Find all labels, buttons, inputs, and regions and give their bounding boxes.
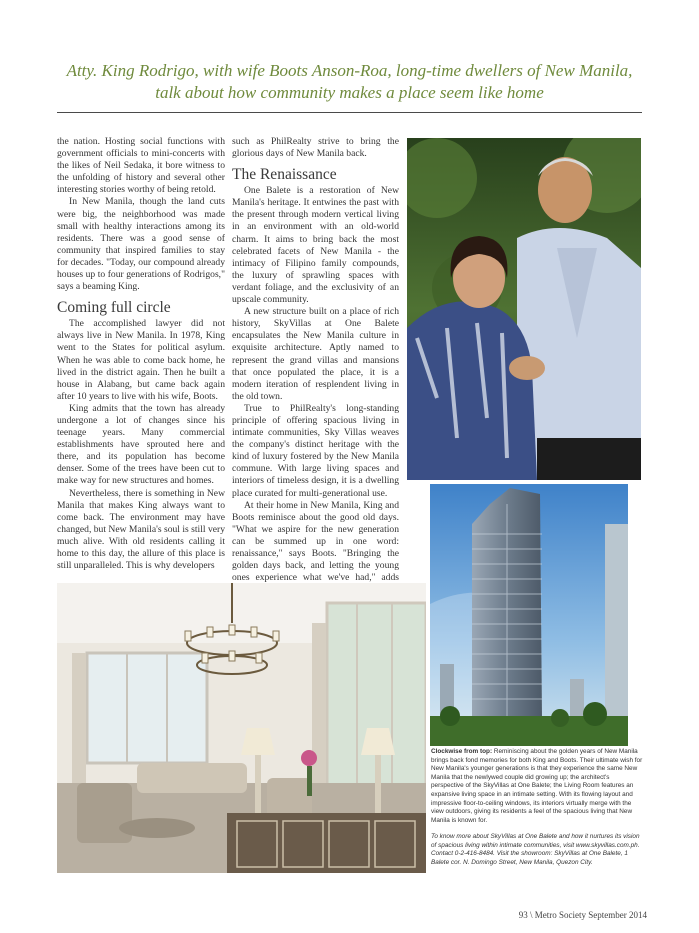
tower-rendering-photo <box>430 484 628 746</box>
paragraph: The accomplished lawyer did not always live in New Manila. In 1978, King went to the States for political asylum. When he was able to come back home, he lived in the district again. Then he built a house in Alabang, but came back again after 10 years to live with his wife, Boots. <box>57 318 225 402</box>
headline-line-2: talk about how community makes a place seem like home <box>155 83 544 102</box>
headline-divider <box>57 112 642 113</box>
page-footer: 93 \ Metro Society September 2014 <box>518 910 647 920</box>
caption-text: Reminiscing about the golden years of New Manila brings back fond memories for both King and Boots. Their ultimate wish for New Manila's younger generations is that they experience the same New Manila that the newlywed couple did growing up; the architect's perspective of the SkyVillas at One Balete; the Living Room features an expansive living space in an intimate setting. With its flowing layout and impressive floor-to-ceiling windows, its interiors virtually merge with the view outdoors, giving its residents a feel of the spacious living that New Manila is known for. <box>431 748 643 824</box>
living-room-photo <box>57 583 426 873</box>
headline-line-1: Atty. King Rodrigo, with wife Boots Anson-Roa, long-time dwellers of New Manila, <box>66 61 633 80</box>
couple-photo-illustration <box>407 138 641 480</box>
text-column-2 <box>232 136 399 596</box>
couple-photo <box>407 138 641 480</box>
paragraph: such as PhilRealty strive to bring the glorious days of New Manila back. <box>232 136 399 160</box>
living-room-illustration <box>57 583 426 873</box>
paragraph: A new structure built on a place of rich history, SkyVillas at One Balete encapsulates the New Manila culture in exquisite architecture. Aptly named to represent the grand villas and mansions that once populated the place, it is a modern iteration of resplendent living in the old town. <box>232 306 399 402</box>
photo-caption <box>431 748 643 825</box>
section-heading: Coming full circle <box>57 299 171 317</box>
paragraph: True to PhilRealty's long-standing principle of offering spacious living in intimate communities, Sky Villas weaves the company's distinct heritage with the kind of luxury fostered by the New Manila commune. With large living spaces and interiors of timeless design, it is a dwelling place curated for multi-generational use. <box>232 402 399 499</box>
article-headline <box>40 60 659 104</box>
tower-illustration <box>430 484 628 746</box>
paragraph: Nevertheless, there is something in New Manila that makes King always want to come back. The environment may have changed, but New Manila's soul is still very much alive. With old residents calling it home to this day, the allure of this place is still unparalleled. This is why developers <box>57 487 225 572</box>
paragraph <box>232 500 399 597</box>
paragraph: One Balete is a restoration of New Manila's heritage. It entwines the past with the present through modern vertical living in an environment with an old-world charm. It aims to bring back the most celebrated facets of New Manila - the intimacy of Filipino family compounds, the luxury of sprawling spaces with verdant foliage, and the exclusivity of an upscale community. <box>232 185 399 306</box>
caption-lead: Clockwise from top: <box>431 748 493 755</box>
paragraph-text: At their home in New Manila, King and Boots reminisce about the good old days. "What we aspire for the new generation can be summed up in one word: renaissance," says Boots. "Bringing the golden days back, and letting the young ones experience what we've had," adds <box>232 499 399 584</box>
section-heading: The Renaissance <box>232 166 337 184</box>
paragraph: In New Manila, though the land cuts were big, the neighborhood was made small with healthy interactions among its residents. There was a good sense of community that inspired families to stay for decades. "Today, our compound already houses up to four generations of Rodrigos," says a beaming King. <box>57 196 225 293</box>
contact-info: To know more about SkyVillas at One Balete and how it nurtures its vision of spacious living within intimate communities, visit www.skyvillas.com.ph. Contact 0-2-416-8484. Visit the showroom: SkyVillas at One Balete, 1 Balete cor. N. Domingo Street, New Manila, Quezon City. <box>431 833 640 866</box>
paragraph: King admits that the town has already undergone a lot of changes since his teenage years. Many commercial establishments have sprouted here and there, and its population has become denser. Some of the trees have been cut to make way for new structures and homes. <box>57 402 225 487</box>
text-column-1 <box>57 136 225 572</box>
paragraph: the nation. Hosting social functions with government officials to mini-concerts with the likes of Neil Sedaka, it bore witness to the unfolding of history and several other interesting stories worthy of being retold. <box>57 136 225 196</box>
